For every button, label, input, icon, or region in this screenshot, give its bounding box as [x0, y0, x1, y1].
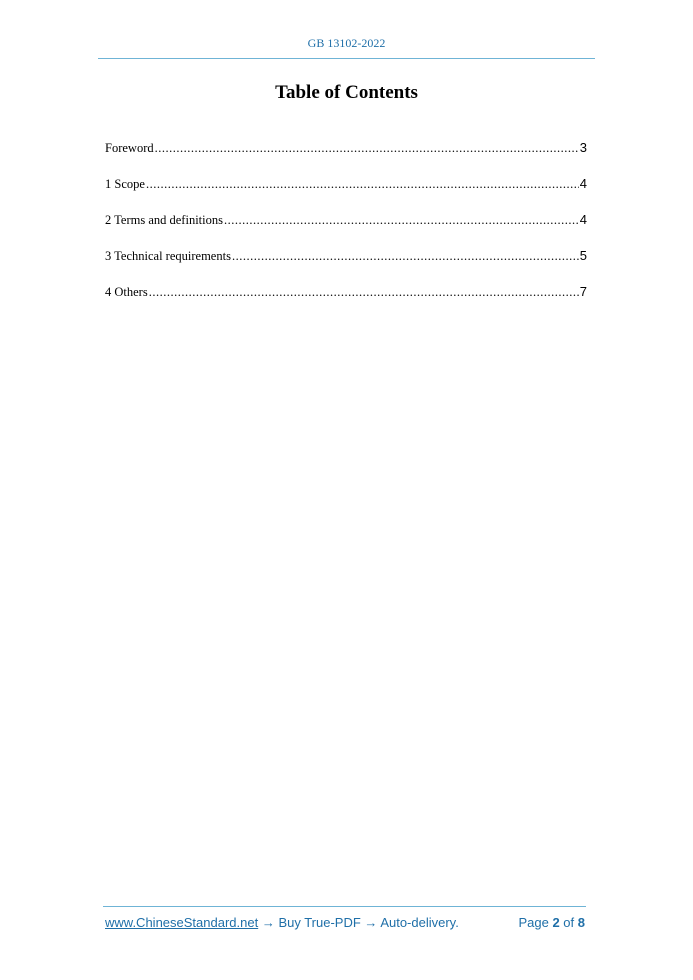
toc-entry-page: 4 [579, 212, 587, 227]
footer-site-link[interactable]: www.ChineseStandard.net [105, 915, 259, 930]
toc-entry-label: Foreword [105, 141, 154, 155]
toc-entry-page: 3 [579, 140, 587, 155]
toc-entry-label: 2 Terms and definitions [105, 213, 223, 227]
toc-dot-leader [146, 177, 579, 192]
page-indicator [518, 915, 585, 930]
footer-delivery-text: Auto-delivery. [380, 915, 459, 930]
toc-entry-page: 7 [579, 284, 587, 299]
toc-entry-others[interactable] [105, 284, 587, 320]
toc-list [105, 140, 587, 320]
toc-entry-label: 1 Scope [105, 177, 145, 191]
footer-divider [103, 906, 586, 907]
toc-dot-leader [149, 285, 579, 300]
toc-dot-leader [155, 141, 579, 156]
header-divider [98, 58, 595, 59]
toc-entry-label: 4 Others [105, 285, 148, 299]
page-label: Page [518, 915, 549, 930]
toc-entry-technical-requirements[interactable] [105, 248, 587, 284]
toc-heading: Table of Contents [275, 82, 418, 103]
header-document-code: GB 13102-2022 [307, 36, 386, 50]
toc-entry-foreword[interactable] [105, 140, 587, 176]
toc-entry-label: 3 Technical requirements [105, 249, 231, 263]
arrow-icon: → [360, 915, 381, 930]
footer-buy-text: Buy True-PDF [278, 915, 361, 930]
page-total: 8 [577, 915, 585, 930]
toc-entry-page: 5 [579, 248, 587, 263]
footer [105, 915, 585, 930]
arrow-icon: → [258, 915, 279, 930]
toc-entry-page: 4 [579, 176, 587, 191]
page-current: 2 [552, 915, 560, 930]
toc-dot-leader [224, 213, 579, 228]
page-of-label: of [563, 915, 575, 930]
toc-entry-scope[interactable] [105, 176, 587, 212]
toc-dot-leader [232, 249, 579, 264]
toc-entry-terms-and-definitions[interactable] [105, 212, 587, 248]
